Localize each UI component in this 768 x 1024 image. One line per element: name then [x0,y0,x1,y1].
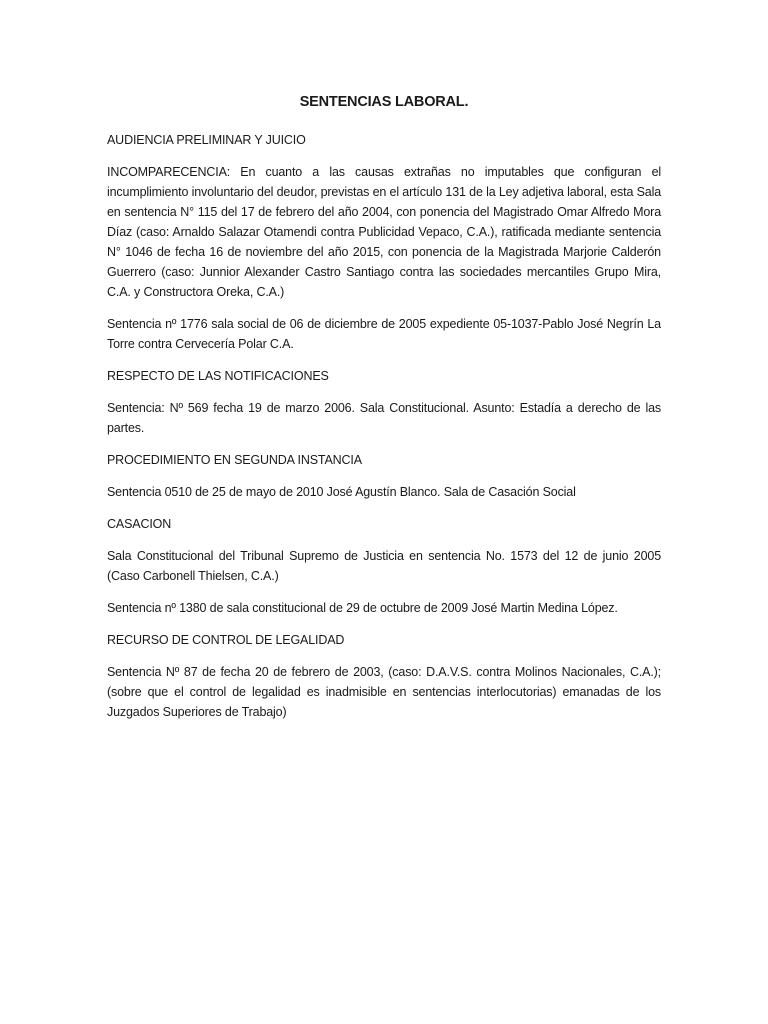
document-title: SENTENCIAS LABORAL. [299,94,469,110]
paragraph-sentencia-1380: Sentencia nº 1380 de sala constitucional de 29 de octubre de 2009 José Martin Medina López. [107,601,618,615]
section-heading-audiencia: AUDIENCIA PRELIMINAR Y JUICIO [107,133,306,147]
paragraph-sentencia-1776: Sentencia nº 1776 sala social de 06 de diciembre de 2005 expediente 05-1037-Pablo José Negrín La Torre contra Cervecería Polar C.A. [107,317,661,351]
section-heading-segunda-instancia: PROCEDIMIENTO EN SEGUNDA INSTANCIA [107,453,362,467]
paragraph-sentencia-1573: Sala Constitucional del Tribunal Supremo de Justicia en sentencia No. 1573 del 12 de junio 2005 (Caso Carbonell Thielsen, C.A.) [107,549,661,583]
section-heading-control-legalidad: RECURSO DE CONTROL DE LEGALIDAD [107,633,345,647]
section-heading-notificaciones: RESPECTO DE LAS NOTIFICACIONES [107,369,329,383]
document-page [107,91,661,734]
paragraph-sentencia-0510: Sentencia 0510 de 25 de mayo de 2010 José Agustín Blanco. Sala de Casación Social [107,485,576,499]
paragraph-sentencia-569: Sentencia: Nº 569 fecha 19 de marzo 2006. Sala Constitucional. Asunto: Estadía a derecho de las partes. [107,401,661,435]
paragraph-incomparecencia: INCOMPARECENCIA: En cuanto a las causas extrañas no imputables que configuran el incumplimiento involuntario del deudor, previstas en el artículo 131 de la Ley adjetiva laboral, esta Sala en sentencia N° 115 del 17 de febrero del año 2004, con ponencia del Magistrado Omar Alfredo Mora Díaz (caso: Arnaldo Salazar Otamendi contra Publicidad Vepaco, C.A.), ratificada mediante sentencia N° 1046 de fecha 16 de noviembre del año 2015, con ponencia de la Magistrada Marjorie Calderón Guerrero (caso: Junnior Alexander Castro Santiago contra las sociedades mercantiles Grupo Mira, C.A. y Constructora Oreka, C.A.) [107,165,661,299]
section-heading-casacion: CASACION [107,517,172,531]
paragraph-sentencia-87: Sentencia Nº 87 de fecha 20 de febrero de 2003, (caso: D.A.V.S. contra Molinos Nacionales, C.A.); (sobre que el control de legalidad es inadmisible en sentencias interlocutorias) emanadas de los Juzgados Superiores de Trabajo) [107,665,661,719]
